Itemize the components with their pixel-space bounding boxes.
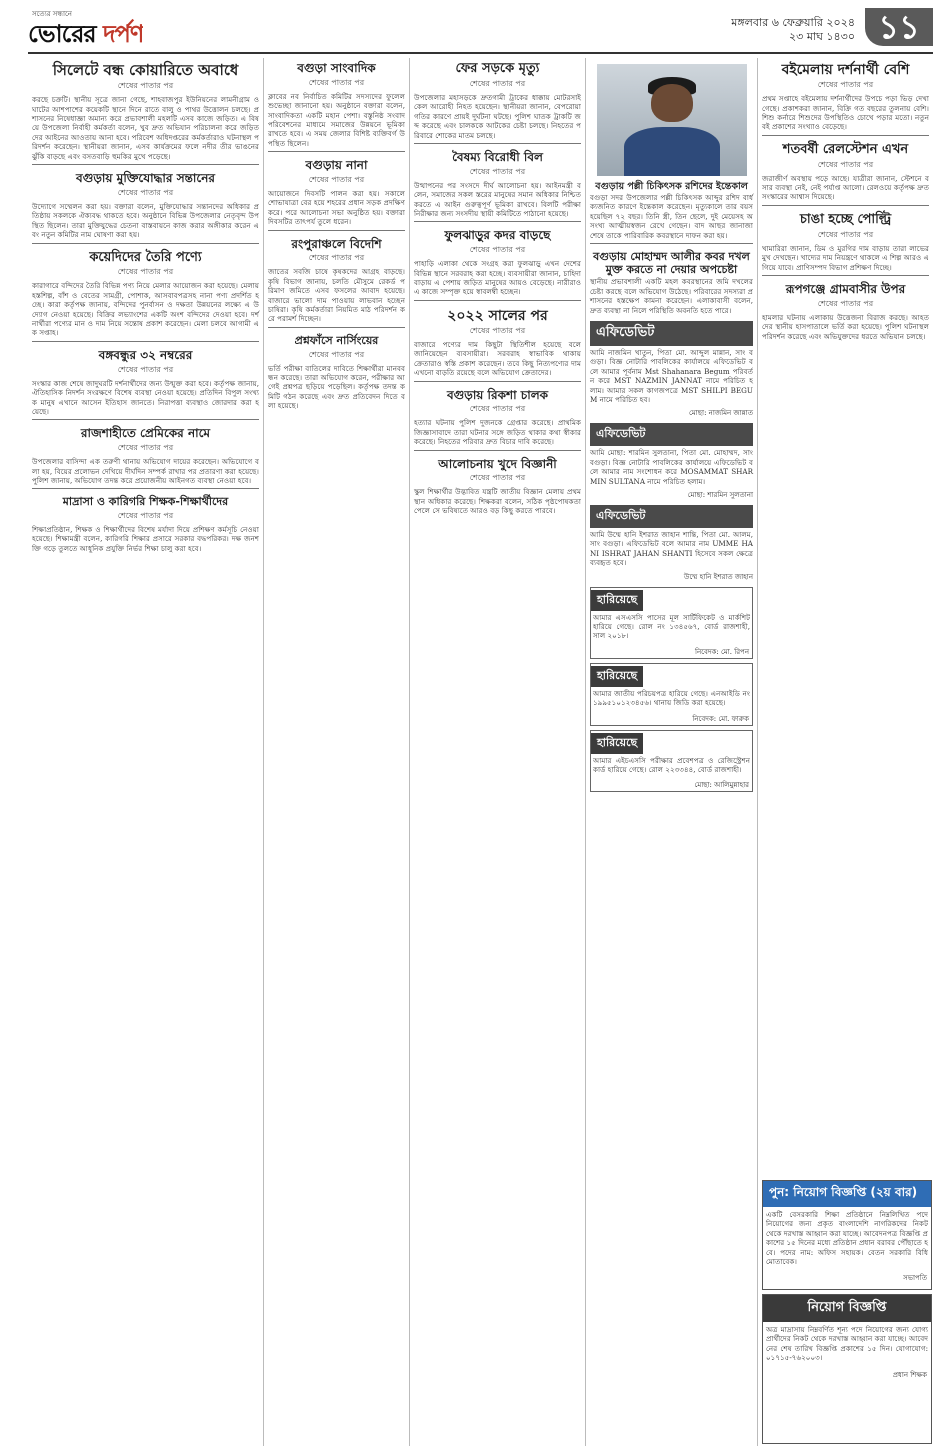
continued-label: শেষের পাতার পর: [469, 166, 526, 176]
lost-signature: নিবেদক: মো. রিপন: [694, 647, 749, 656]
article-text: করছে চক্রটি। স্থানীয় সূত্রে জানা গেছে, শাহবাজপুর ইউনিয়নের লামনীগ্রাম ও ঘাটের আশপাশের কয়েকটি স্থানে দিনে রাতে বালু ও পাথর উত্তোলন চলছে। প্রশাসনের নিষেধাজ্ঞা অমান্য করে প্রভাবশালী মহলটি এসব কাজে জড়িত। এ বিষয়ে উপজেলা নির্বাহী কর্মকর্তা বলেন, খুব দ্রুত অভিযান পরিচালনা করে জড়িতদের আইনের আওতায় আনা হবে। পরিবেশ অধিদপ্তরের কর্মকর্তারাও ঘটনাস্থল পরিদর্শন করেছেন। স্থানীয়রা জানান, এসব কার্যক্রমের ফলে নদীর তীর ভাঙনের ঝুঁকি বাড়ছে এবং বসতবাড়ি হুমকির মুখে পড়েছে।: [32, 95, 259, 161]
logo-word-a: ভোরের: [28, 19, 96, 48]
date-english: মঙ্গলবার ৬ ফেব্রুয়ারি ২০২৪: [731, 16, 855, 29]
article-text: শিক্ষাপ্রতিষ্ঠান, শিক্ষক ও শিক্ষার্থীদের বিশেষ মর্যাদা দিয়ে প্রশিক্ষণ কর্মসূচি নেওয়া হয়েছে। শিক্ষামন্ত্রী বলেন, কারিগরি শিক্ষার প্রসারে সরকার বদ্ধপরিকর। দক্ষ জনশক্তি গড়ে তুলতে আধুনিক প্রযুক্তি নির্ভর শিক্ষা চালু করা হবে।: [32, 524, 259, 553]
article-text: স্কুল শিক্ষার্থীর উদ্ভাবিত যন্ত্রটি জাতীয় বিজ্ঞান মেলায় প্রথম স্থান অধিকার করেছে। শিক্ষকরা বলেন, সঠিক পৃষ্ঠপোষকতা পেলে সে ভবিষ্যতে আরও বড় কিছু করতে পারবে।: [414, 487, 581, 516]
continued-label: শেষের পাতার পর: [308, 175, 365, 185]
rehire-title: পুন: নিয়োগ বিজ্ঞপ্তি (২য় বার): [763, 1181, 931, 1207]
dateline: [731, 16, 855, 44]
article-headline: সিলেটে বন্ধ কোয়ারিতে অবাধে: [52, 61, 239, 79]
article-text: ক্লাবের নব নির্বাচিত কমিটির সদস্যদের ফুলেল শুভেচ্ছা জানানো হয়। অনুষ্ঠানে বক্তারা বলেন, সাংবাদিকতা একটি মহান পেশা। বস্তুনিষ্ঠ সংবাদ পরিবেশনের মাধ্যমে সমাজের উন্নয়নে ভূমিকা রাখতে হবে। এ সময় জেলার বিশিষ্ট ব্যক্তিবর্গ উপস্থিত ছিলেন।: [268, 91, 405, 148]
article-headline: শতবর্ষী রেলস্টেশন এখন: [782, 141, 909, 157]
affidavit-text: আমি মোছা: শারমিন সুলতানা, পিতা মো. মোহাম্মদ, সাং বগুড়া। বিজ্ঞ নোটারি পাবলিকের কার্যালয়ে এফিডেভিট বলে আমার নাম সংশোধন করে MOSAMMAT SHARMIN SULTANA নামে পরিচিত হলাম।: [590, 448, 753, 486]
continued-label: শেষের পাতার পর: [469, 404, 526, 414]
divider: [590, 243, 753, 244]
continued-label: শেষের পাতার পর: [117, 81, 174, 91]
continued-label: শেষের পাতার পর: [117, 187, 174, 197]
divider: [268, 327, 405, 328]
article-text: প্রথম সপ্তাহে বইমেলায় দর্শনার্থীদের উপচে পড়া ভিড় দেখা গেছে। প্রকাশকরা জানান, বিক্রি গত বছরের তুলনায় বেশি। শিশু কর্নারে শিশুদের উপস্থিতিও চোখে পড়ার মতো। নতুন বই প্রকাশের সংখ্যাও বেড়েছে।: [762, 94, 929, 132]
affidavit-text: আমি উম্মে হানি ইশরাত জাহান শান্তি, পিতা মো. আলম, সাং বগুড়া। এফিডেভিট বলে আমার নাম UMME HANI ISHRAT JAHAN SHANTI হিসেবে সকল ক্ষেত্রে ব্যবহৃত হবে।: [590, 530, 753, 568]
column-4: [586, 58, 758, 1446]
divider: [414, 450, 581, 451]
affidavit-header: এফিডেভিট: [590, 423, 753, 446]
job-title: নিয়োগ বিজ্ঞপ্তি: [763, 1295, 931, 1322]
column-2: [264, 58, 410, 1446]
continued-label: শেষের পাতার পর: [817, 229, 874, 239]
article-text: উপজেলার বাসিন্দা এক তরুণী থানায় অভিযোগ দায়ের করেছেন। অভিযোগে বলা হয়, বিয়ের প্রলোভন দেখিয়ে দীর্ঘদিন সম্পর্ক রাখার পর প্রতারণা করা হয়েছে। পুলিশ জানায়, অভিযোগ তদন্ত করে প্রয়োজনীয় আইনগত ব্যবস্থা নেওয়া হবে।: [32, 457, 259, 485]
continued-label: শেষের পাতার পর: [817, 80, 874, 90]
divider: [414, 143, 581, 144]
continued-label: শেষের পাতার পর: [469, 78, 526, 88]
continued-label: শেষের পাতার পর: [817, 159, 874, 169]
divider: [32, 164, 259, 165]
divider: [32, 488, 259, 489]
article-text: খামারিরা জানান, ডিম ও মুরগির দাম বাড়ায় তারা লাভের মুখ দেখছেন। খাদ্যের দাম নিয়ন্ত্রণে থাকলে এ শিল্প আরও এগিয়ে যাবে। প্রাণিসম্পদ বিভাগ প্রশিক্ষণ দিচ্ছে।: [762, 243, 929, 272]
article-text: উপজেলার মহাসড়কে দ্রুতগামী ট্রাকের ধাক্কায় মোটরসাইকেল আরোহী নিহত হয়েছেন। স্থানীয়রা জানান, বেপরোয়া গতির কারণে প্রায়ই দুর্ঘটনা ঘটছে। পুলিশ ঘাতক ট্রাকটি জব্দ করেছে এবং চালককে আটকের চেষ্টা চলছে। নিহতের পরিবারে শোকের মাতম চলছে।: [414, 92, 581, 140]
continued-label: শেষের পাতার পর: [817, 298, 874, 308]
continued-label: শেষের পাতার পর: [308, 77, 365, 87]
divider: [414, 381, 581, 382]
continued-label: শেষের পাতার পর: [469, 245, 526, 255]
rehire-ad: [762, 1180, 932, 1290]
lost-list: [590, 587, 753, 793]
article-text: কারাগারে বন্দিদের তৈরি বিভিন্ন পণ্য নিয়ে মেলার আয়োজন করা হয়েছে। মেলায় হস্তশিল্প, বাঁশ ও বেতের সামগ্রী, পোশাক, আসবাবপত্রসহ নানা পণ্য প্রদর্শিত হচ্ছে। কারা কর্তৃপক্ষ জানায়, বন্দিদের পুনর্বাসন ও দক্ষতা উন্নয়নের লক্ষ্যে এ উদ্যোগ নেওয়া হয়েছে। বিক্রির লভ্যাংশের একটি অংশ বন্দিদের দেওয়া হবে। দর্শনার্থীরা পণ্যের মান ও দাম নিয়ে সন্তোষ প্রকাশ করেছেন। মেলা চলবে আগামী এক সপ্তাহ।: [32, 281, 259, 338]
article-text: হত্যার ঘটনায় পুলিশ দুজনকে গ্রেপ্তার করেছে। প্রাথমিক জিজ্ঞাসাবাদে তারা ঘটনার সঙ্গে জড়িত থাকার কথা স্বীকার করেছে। নিহতের পরিবার দ্রুত বিচার দাবি করেছে।: [414, 418, 581, 447]
job-ad: [762, 1294, 932, 1444]
affidavit-header: এফিডেভিট: [590, 505, 753, 528]
rehire-signature: সভাপতি: [903, 1274, 927, 1283]
affidavit-signature: মোছা: নাজমিন জান্নাত: [689, 409, 753, 418]
photo-caption: বগুড়ায় পল্লী চিকিৎসক রশিদের ইন্তেকাল: [595, 181, 748, 192]
job-signature: প্রধান শিক্ষক: [892, 1370, 927, 1379]
article-text: উত্থাপনের পর সংসদে দীর্ঘ আলোচনা হয়। আইনমন্ত্রী বলেন, সমাজের সকল স্তরের মানুষের সমান অধিকার নিশ্চিত করতে এ আইন গুরুত্বপূর্ণ ভূমিকা রাখবে। বিলটি পরীক্ষা নিরীক্ষার জন্য সংসদীয় স্থায়ী কমিটিতে পাঠানো হয়েছে।: [414, 180, 581, 218]
article-text: জরাজীর্ণ অবস্থায় পড়ে আছে। যাত্রীরা জানান, স্টেশনে বসার ব্যবস্থা নেই, নেই পর্যাপ্ত আলো। রেলওয়ে কর্তৃপক্ষ দ্রুত সংস্কারের আশ্বাস দিয়েছে।: [762, 173, 929, 202]
photo-shirt: [624, 127, 720, 176]
story-headline: বগুড়ায় মোহাম্মদ আলীর কবর দখল মুক্ত করতে না দেয়ার অপচেষ্টা: [593, 250, 750, 276]
divider: [762, 275, 929, 276]
column-3: [410, 58, 586, 1446]
continued-label: শেষের পাতার পর: [469, 473, 526, 483]
continued-label: শেষের পাতার পর: [117, 443, 174, 453]
lost-header: হারিয়েছে: [591, 590, 643, 611]
article-headline: ২০২২ সালের পর: [447, 307, 548, 324]
article-text: পাহাড়ি এলাকা থেকে সংগ্রহ করা ফুলঝাড়ু এখন দেশের বিভিন্ন স্থানে সরবরাহ করা হচ্ছে। ব্যবসায়ীরা জানান, চাহিদা বাড়ায় এ পেশায় জড়িত মানুষের আয়ও বেড়েছে। নারীরাও এ কাজে সম্পৃক্ত হয়ে স্বাবলম্বী হচ্ছেন।: [414, 259, 581, 297]
lost-signature: মোছা: আলিমুন্নাহার: [694, 781, 749, 790]
divider: [32, 243, 259, 244]
lost-text: আমার এসএসসি পাসের মূল সার্টিফিকেট ও মার্কশিট হারিয়ে গেছে। রোল নং ১৩৪৫৬৭, বোর্ড রাজশাহী, সাল ২০১৮।: [593, 612, 750, 641]
masthead-tagline: সত্যের সন্ধানে: [32, 10, 72, 18]
article-text: জাতের সবজি চাষে কৃষকদের আগ্রহ বাড়ছে। কৃষি বিভাগ জানায়, চলতি মৌসুমে রেকর্ড পরিমাণ জমিতে এসব ফসলের আবাদ হয়েছে। বাজারে ভালো দাম পাওয়ায় লাভবান হচ্ছেন চাষিরা। কৃষি কর্মকর্তারা নিয়মিত মাঠ পরিদর্শন করে পরামর্শ দিচ্ছেন।: [268, 267, 405, 324]
article-text: বাজারে পণ্যের দাম কিছুটা স্থিতিশীল হয়েছে বলে জানিয়েছেন ব্যবসায়ীরা। সরবরাহ স্বাভাবিক থাকায় ক্রেতারাও স্বস্তি প্রকাশ করেছেন। তবে কিছু নিত্যপণ্যের দাম এখনো বাড়তি রয়েছে বলে অভিযোগ ক্রেতাদের।: [414, 339, 581, 378]
affidavit-signature: মোছা: শারমিন সুলতানা: [687, 491, 753, 499]
column-5: [758, 58, 933, 1178]
article-headline: বগুড়ায় নানা: [305, 158, 368, 173]
masthead-logo: [28, 16, 143, 56]
article-headline: ফুলঝাড়ুর কদর বাড়ছে: [444, 228, 551, 243]
continued-label: শেষের পাতার পর: [308, 349, 365, 359]
continued-label: শেষের পাতার পর: [117, 267, 174, 277]
divider: [268, 151, 405, 152]
lost-signature: নিবেদক: মো. ফারুক: [692, 714, 749, 723]
article-headline: বইমেলায় দর্শনার্থী বেশি: [781, 62, 910, 78]
divider: [762, 205, 929, 206]
article-headline: চাঙা হচ্ছে পোল্ট্রি: [799, 211, 892, 227]
obituary-photo: [597, 64, 747, 176]
article-headline: প্রশ্নফাঁসে নার্সিংয়ের: [294, 333, 379, 347]
article-headline: বগুড়ায় মুক্তিযোদ্ধার সন্তানের: [76, 171, 215, 186]
lost-notice: [590, 730, 753, 793]
affidavit-header: এফিডেভিট: [590, 321, 753, 346]
page-number: ১১: [865, 8, 933, 46]
article-text: আয়োজনে দিবসটি পালন করা হয়। সকালে শোভাযাত্রা বের হয়ে শহরের প্রধান সড়ক প্রদক্ষিণ করে। পরে আলোচনা সভা অনুষ্ঠিত হয়। বক্তারা দিবসটির তাৎপর্য তুলে ধরেন।: [268, 189, 405, 227]
continued-label: শেষের পাতার পর: [117, 364, 174, 374]
divider: [414, 221, 581, 222]
article-text: উদ্যোগে সম্মেলন করা হয়। বক্তারা বলেন, মুক্তিযোদ্ধার সন্তানদের অধিকার প্রতিষ্ঠায় সকলকে ঐক্যবদ্ধ থাকতে হবে। অনুষ্ঠানে বিভিন্ন উপজেলার নেতৃবৃন্দ উপস্থিত ছিলেন। তারা মুক্তিযুদ্ধের চেতনা বাস্তবায়নে কাজ করার অঙ্গীকার করেন এবং নতুন কমিটির নাম ঘোষণা করা হয়।: [32, 201, 259, 240]
masthead-rule: [28, 52, 933, 54]
article-headline: বগুড়ায় রিকশা চালক: [446, 387, 549, 402]
lost-text: আমার এইচএসসি পরীক্ষার প্রবেশপত্র ও রেজিস্ট্রেশন কার্ড হারিয়ে গেছে। রোল ২২৩৩৪৪, বোর্ড রাজশাহী।: [593, 755, 750, 775]
lost-header: হারিয়েছে: [591, 666, 643, 687]
affidavit-list: [590, 348, 753, 583]
article-headline: বৈষম্য বিরোধী বিল: [452, 149, 543, 164]
divider: [32, 341, 259, 342]
affidavit-text: আমি নাজমিন খাতুন, পিতা মো. আব্দুল মান্নান, সাং বগুড়া। বিজ্ঞ নোটারি পাবলিকের কার্যালয়ে এফিডেভিট বলে আমার পূর্বনাম Mst Shahanara Begum পরিবর্তন করে MST NAZMIN JANNAT নামে পরিচিত হলাম। আমার সকল কাগজপত্রে MST SHILPI BEGUM নামে পরিচিত হব।: [590, 347, 753, 404]
lost-notice: [590, 587, 753, 659]
article-headline: মাদ্রাসা ও কারিগরি শিক্ষক-শিক্ষার্থীদের: [62, 495, 229, 509]
lost-text: আমার জাতীয় পরিচয়পত্র হারিয়ে গেছে। এনআইডি নং ১৯৯৫১০১২৩৪৫৬। থানায় জিডি করা হয়েছে।: [593, 688, 750, 708]
article-headline: আলোচনায় খুদে বিজ্ঞানী: [438, 456, 557, 471]
article-headline: ফের সড়কে মৃত্যু: [455, 61, 540, 76]
article-text: ভর্তি পরীক্ষা বাতিলের দাবিতে শিক্ষার্থীরা মানববন্ধন করেছে। তারা অভিযোগ করেন, পরীক্ষার আগেই প্রশ্নপত্র ছড়িয়ে পড়েছিল। কর্তৃপক্ষ তদন্ত কমিটি গঠন করেছে এবং দ্রুত প্রতিবেদন দিতে বলা হয়েছে।: [268, 363, 405, 411]
affidavit-signature: উম্মে হানি ইশরাত জাহান: [683, 572, 753, 581]
continued-label: শেষের পাতার পর: [117, 510, 174, 520]
lost-notice: [590, 663, 753, 726]
story-text: স্থানীয় প্রভাবশালী একটি মহল কবরস্থানের জমি দখলের চেষ্টা করছে বলে অভিযোগ উঠেছে। পরিবারের সদস্যরা প্রশাসনের হস্তক্ষেপ কামনা করেছেন। এলাকাবাসী বলেন, দ্রুত ব্যবস্থা না নিলে পরিস্থিতি অবনতি হতে পারে।: [590, 277, 753, 315]
article-headline: কয়েদিদের তৈরি পণ্যে: [89, 249, 202, 265]
rehire-text: একটি বেসরকারি শিক্ষা প্রতিষ্ঠানে নিম্নলিখিত পদে নিয়োগের জন্য প্রকৃত বাংলাদেশি নাগরিকদের নিকট থেকে দরখাস্ত আহ্বান করা যাচ্ছে। আবেদনপত্র বিজ্ঞপ্তি প্রকাশের ১৫ দিনের মধ্যে প্রতিষ্ঠান প্রধান বরাবর পৌঁছাতে হবে। পদের নাম: অফিস সহায়ক। বেতন সরকারি বিধি মোতাবেক।: [766, 1210, 928, 1267]
logo-word-b: দর্পণ: [95, 19, 144, 48]
continued-label: শেষের পাতার পর: [469, 325, 526, 335]
article-headline: রূপগঞ্জে গ্রামবাসীর উপর: [785, 282, 906, 297]
article-text: হামলার ঘটনায় এলাকায় উত্তেজনা বিরাজ করছে। আহতদের স্থানীয় হাসপাতালে ভর্তি করা হয়েছে। পুলিশ ঘটনাস্থল পরিদর্শন করেছে এবং অভিযুক্তদের ধরতে অভিযান চলছে।: [762, 312, 929, 341]
continued-label: শেষের পাতার পর: [308, 253, 365, 263]
article-headline: রংপুরাঞ্চলে বিদেশি: [291, 236, 382, 251]
divider: [268, 230, 405, 231]
photo-face: [651, 84, 693, 122]
divider: [762, 135, 929, 136]
job-text: অত্র মাদ্রাসায় নিম্নবর্ণিত শূন্য পদে নিয়োগের জন্য যোগ্য প্রার্থীদের নিকট থেকে দরখাস্ত আহ্বান করা যাচ্ছে। আবেদনের শেষ তারিখ বিজ্ঞপ্তি প্রকাশের ১৫ দিন। যোগাযোগ: ০১৭১৫-৭৬২০০৩।: [766, 1325, 928, 1363]
date-bangla: ২৩ মাঘ ১৪৩০: [789, 30, 855, 43]
article-headline: রাজশাহীতে প্রেমিকের নামে: [80, 426, 211, 441]
column-1: [28, 58, 264, 1446]
article-text: সংস্কার কাজ শেষে জাদুঘরটি দর্শনার্থীদের জন্য উন্মুক্ত করা হবে। কর্তৃপক্ষ জানায়, ঐতিহাসিক নিদর্শন সংরক্ষণে বিশেষ ব্যবস্থা নেওয়া হয়েছে। প্রতিদিন বিপুল সংখ্যক মানুষ এখানে আসেন ইতিহাস জানতে। নিরাপত্তা ব্যবস্থাও জোরদার করা হয়েছে।: [32, 378, 259, 416]
lost-header: হারিয়েছে: [591, 733, 643, 754]
divider: [32, 419, 259, 420]
article-headline: বঙ্গবন্ধুর ৩২ নম্বরের: [98, 347, 193, 362]
obituary-text: বগুড়া সদর উপজেলার পল্লী চিকিৎসক আব্দুর রশিদ বার্ধক্যজনিত কারণে ইন্তেকাল করেছেন। মৃত্যুকালে তার বয়স হয়েছিল ৭২ বছর। তিনি স্ত্রী, তিন ছেলে, দুই মেয়েসহ অসংখ্য আত্মীয়স্বজন রেখে গেছেন। বাদ আছর জানাজা শেষে তাকে পারিবারিক কবরস্থানে দাফন করা হয়।: [590, 193, 753, 240]
divider: [414, 300, 581, 301]
article-headline: বগুড়া সাংবাদিক: [297, 61, 376, 75]
